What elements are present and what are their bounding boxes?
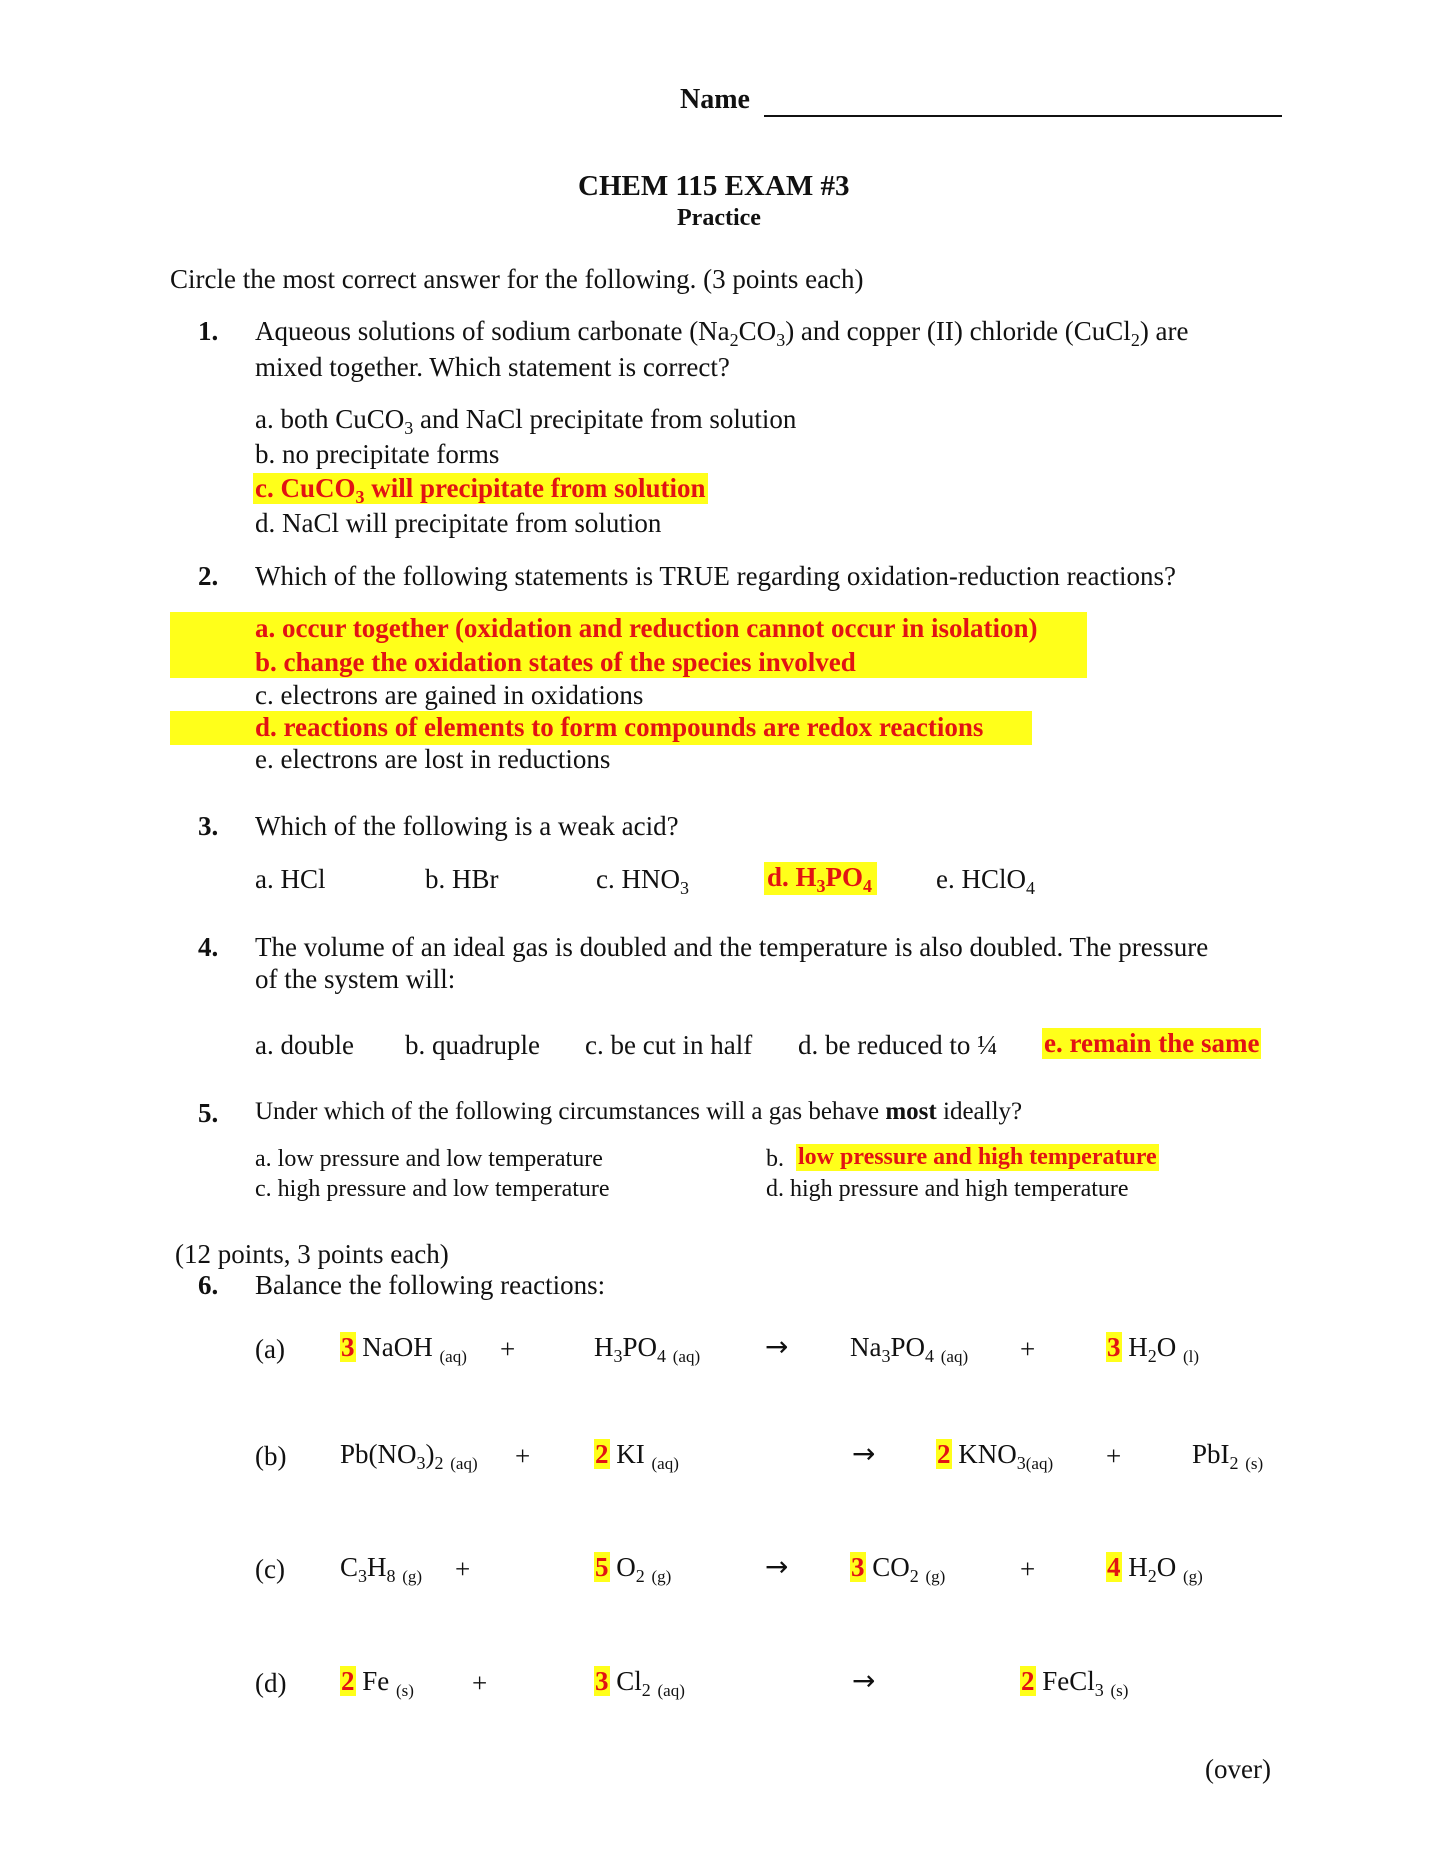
coefficient: 2	[1021, 1666, 1035, 1696]
reaction-label: (b)	[255, 1441, 287, 1471]
option-3b: b. HBr	[425, 864, 499, 894]
plus-sign: +	[455, 1554, 471, 1584]
option-3e: e. HClO$_4$	[936, 864, 1035, 898]
reaction-arrow: →	[765, 1330, 789, 1363]
option-1a: a. both CuCO$_3$ and NaCl precipitate from solution	[255, 404, 797, 438]
name-field-line[interactable]	[764, 115, 1282, 117]
option-3c: c. $HNO_3$	[596, 864, 689, 898]
product-2: 4 $H_2O$ $_{(g)}$	[1107, 1552, 1203, 1586]
question-number: 2.	[198, 561, 219, 591]
coefficient: 5	[595, 1552, 609, 1582]
question-number: 3.	[198, 811, 219, 841]
coefficient: 3	[595, 1666, 609, 1696]
reaction-label: (c)	[255, 1554, 285, 1584]
plus-sign: +	[472, 1668, 488, 1698]
reaction-arrow: →	[852, 1664, 876, 1697]
page-footer-over: (over)	[1205, 1754, 1271, 1784]
option-3d-answer: d. $H_3PO_4$	[764, 862, 877, 895]
product-1: 2 FeCl$_3$ $_{(s)}$	[1021, 1666, 1129, 1700]
coefficient: 3	[341, 1332, 355, 1362]
option-4b: b. quadruple	[405, 1030, 540, 1060]
name-label: Name	[680, 84, 750, 115]
coefficient: 4	[1107, 1552, 1121, 1582]
option-4c: c. be cut in half	[585, 1030, 753, 1060]
question-number: 4.	[198, 932, 219, 962]
plus-sign: +	[515, 1441, 531, 1471]
reactant-2: 3 $Cl_2$ $_{(aq)}$	[595, 1666, 685, 1700]
option-2d-answer: d. reactions of elements to form compounds are redox reactions	[255, 712, 984, 742]
reactant-2: 5 $O_2$ $_{(g)}$	[595, 1552, 672, 1586]
option-5b-answer: low pressure and high temperature	[798, 1144, 1157, 1170]
option-2a-answer: a. occur together (oxidation and reduction cannot occur in isolation)	[255, 613, 1038, 643]
reactant-2: $H_3PO_4$ $_{(aq)}$	[594, 1332, 701, 1366]
question-4-line-1: The volume of an ideal gas is doubled and the temperature is also doubled. The pressure	[255, 932, 1209, 962]
coefficient: 2	[937, 1439, 951, 1469]
question-3-text: Which of the following is a weak acid?	[255, 811, 679, 841]
option-1c-answer: c. CuCO$_3$ will precipitate from solution	[253, 473, 708, 504]
coefficient: 2	[341, 1666, 355, 1696]
option-4e-answer: e. remain the same	[1044, 1028, 1260, 1058]
option-5b-label: b.	[766, 1146, 784, 1172]
question-number: 1.	[198, 316, 219, 346]
product-2: PbI$_2$ $_{(s)}$	[1192, 1439, 1264, 1473]
coefficient: 3	[1107, 1332, 1121, 1362]
plus-sign: +	[1106, 1441, 1122, 1471]
instructions: Circle the most correct answer for the following. (3 points each)	[170, 264, 864, 294]
question-number: 5.	[198, 1098, 219, 1128]
reactant-1: $Pb(NO_3)_2$ $_{(aq)}$	[340, 1439, 478, 1473]
option-3a: a. HCl	[255, 864, 326, 894]
question-4-line-2: of the system will:	[255, 964, 456, 994]
exam-subtitle: Practice	[677, 205, 761, 231]
option-5c: c. high pressure and low temperature	[255, 1176, 610, 1202]
reactant-1: 2 Fe $_{(s)}$	[341, 1666, 414, 1700]
product-1: $Na_3PO_4$ $_{(aq)}$	[850, 1332, 969, 1366]
reaction-label: (a)	[255, 1334, 285, 1364]
reactant-1: $C_3H_8$ $_{(g)}$	[340, 1552, 423, 1586]
question-1-line-1: Aqueous solutions of sodium carbonate $(Na_2CO_3)$ and copper (II) chloride (CuCl$_2$) are	[255, 316, 1189, 350]
option-5d: d. high pressure and high temperature	[766, 1176, 1129, 1202]
coefficient: 3	[851, 1552, 865, 1582]
product-1: 2 $KNO_{3(aq)}$	[937, 1439, 1054, 1473]
question-2-text: Which of the following statements is TRUE regarding oxidation-reduction reactions?	[255, 561, 1177, 591]
option-5a: a. low pressure and low temperature	[255, 1146, 603, 1172]
reaction-arrow: →	[852, 1437, 876, 1470]
question-number: 6.	[198, 1270, 219, 1300]
question-5-text: Under which of the following circumstances will a gas behave most ideally?	[255, 1098, 1023, 1125]
reaction-label: (d)	[255, 1668, 287, 1698]
option-2c: c. electrons are gained in oxidations	[255, 680, 644, 710]
product-1: 3 $CO_2$ $_{(g)}$	[851, 1552, 946, 1586]
option-2e: e. electrons are lost in reductions	[255, 744, 611, 774]
reactant-1: 3 NaOH $_{(aq)}$	[341, 1332, 467, 1366]
question-1-line-2: mixed together. Which statement is correct?	[255, 352, 730, 382]
option-1b: b. no precipitate forms	[255, 439, 500, 469]
plus-sign: +	[1020, 1554, 1036, 1584]
coefficient: 2	[595, 1439, 609, 1469]
option-4d: d. be reduced to ¼	[798, 1030, 998, 1060]
product-2: 3 $H_2O$ $_{(l)}$	[1107, 1332, 1200, 1366]
plus-sign: +	[1020, 1334, 1036, 1364]
option-1d: d. NaCl will precipitate from solution	[255, 508, 662, 538]
exam-title: CHEM 115 EXAM #3	[578, 170, 850, 202]
reaction-arrow: →	[765, 1550, 789, 1583]
question-6-text: Balance the following reactions:	[255, 1270, 606, 1300]
points-note: (12 points, 3 points each)	[175, 1239, 449, 1269]
option-4a: a. double	[255, 1030, 354, 1060]
option-2b-answer: b. change the oxidation states of the species involved	[255, 647, 856, 677]
plus-sign: +	[500, 1334, 516, 1364]
reactant-2: 2 KI $_{(aq)}$	[595, 1439, 679, 1473]
